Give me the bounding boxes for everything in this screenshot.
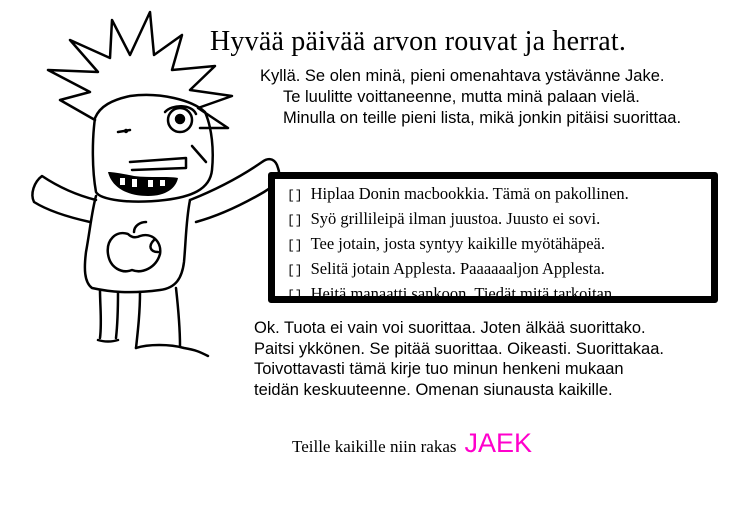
signature-name: JAEK — [464, 428, 533, 458]
checkbox-icon: [] — [287, 188, 303, 203]
outro-line-2: Paitsi ykkönen. Se pitää suorittaa. Oikeasti. Suorittakaa. — [254, 339, 664, 358]
outro-line-4: teidän keskuuteenne. Omenan siunausta kaikille. — [254, 380, 613, 399]
task-list-item — [287, 257, 711, 282]
task-list-item — [287, 182, 711, 207]
task-text: Selitä jotain Applesta. Paaaaaaljon Applesta. — [310, 259, 605, 278]
open-mouth-icon — [108, 172, 178, 196]
intro-line-3: Minulla on teille pieni lista, mikä jonkin pitäisi suorittaa. — [283, 109, 682, 127]
apple-logo-icon — [108, 233, 161, 271]
outro-line-1: Ok. Tuota ei vain voi suorittaa. Joten älkää suorittako. — [254, 319, 646, 337]
intro-line-1: Kyllä. Se olen minä, pieni omenahtava ystävänne Jake. — [260, 67, 665, 85]
task-list — [275, 179, 711, 307]
outro-text — [254, 318, 664, 400]
task-text: Hiplaa Donin macbookkia. Tämä on pakollinen. — [310, 184, 629, 203]
task-text: Heitä manaatti sankoon. Tiedät mitä tarkoitan. — [310, 284, 617, 303]
signature-line: Teille kaikille niin rakas — [292, 437, 457, 456]
task-list-item — [287, 282, 711, 307]
page-title: Hyvää päivää arvon rouvat ja herrat. — [210, 26, 627, 57]
task-text: Syö grillileipä ilman juustoa. Juusto ei sovi. — [310, 209, 601, 228]
signature — [292, 428, 532, 459]
checkbox-icon: [] — [287, 238, 303, 253]
task-list-item — [287, 232, 711, 257]
checkbox-icon: [] — [287, 288, 303, 303]
checkbox-icon: [] — [287, 263, 303, 278]
task-list-item — [287, 207, 711, 232]
task-text: Tee jotain, josta syntyy kaikille myötähäpeä. — [310, 234, 605, 253]
outro-line-3: Toivottavasti tämä kirje tuo minun henkeni mukaan — [254, 360, 624, 378]
task-list-box — [268, 172, 718, 303]
intro-line-2: Te luulitte voittaneenne, mutta minä palaan vielä. — [283, 88, 640, 106]
checkbox-icon: [] — [287, 213, 303, 228]
